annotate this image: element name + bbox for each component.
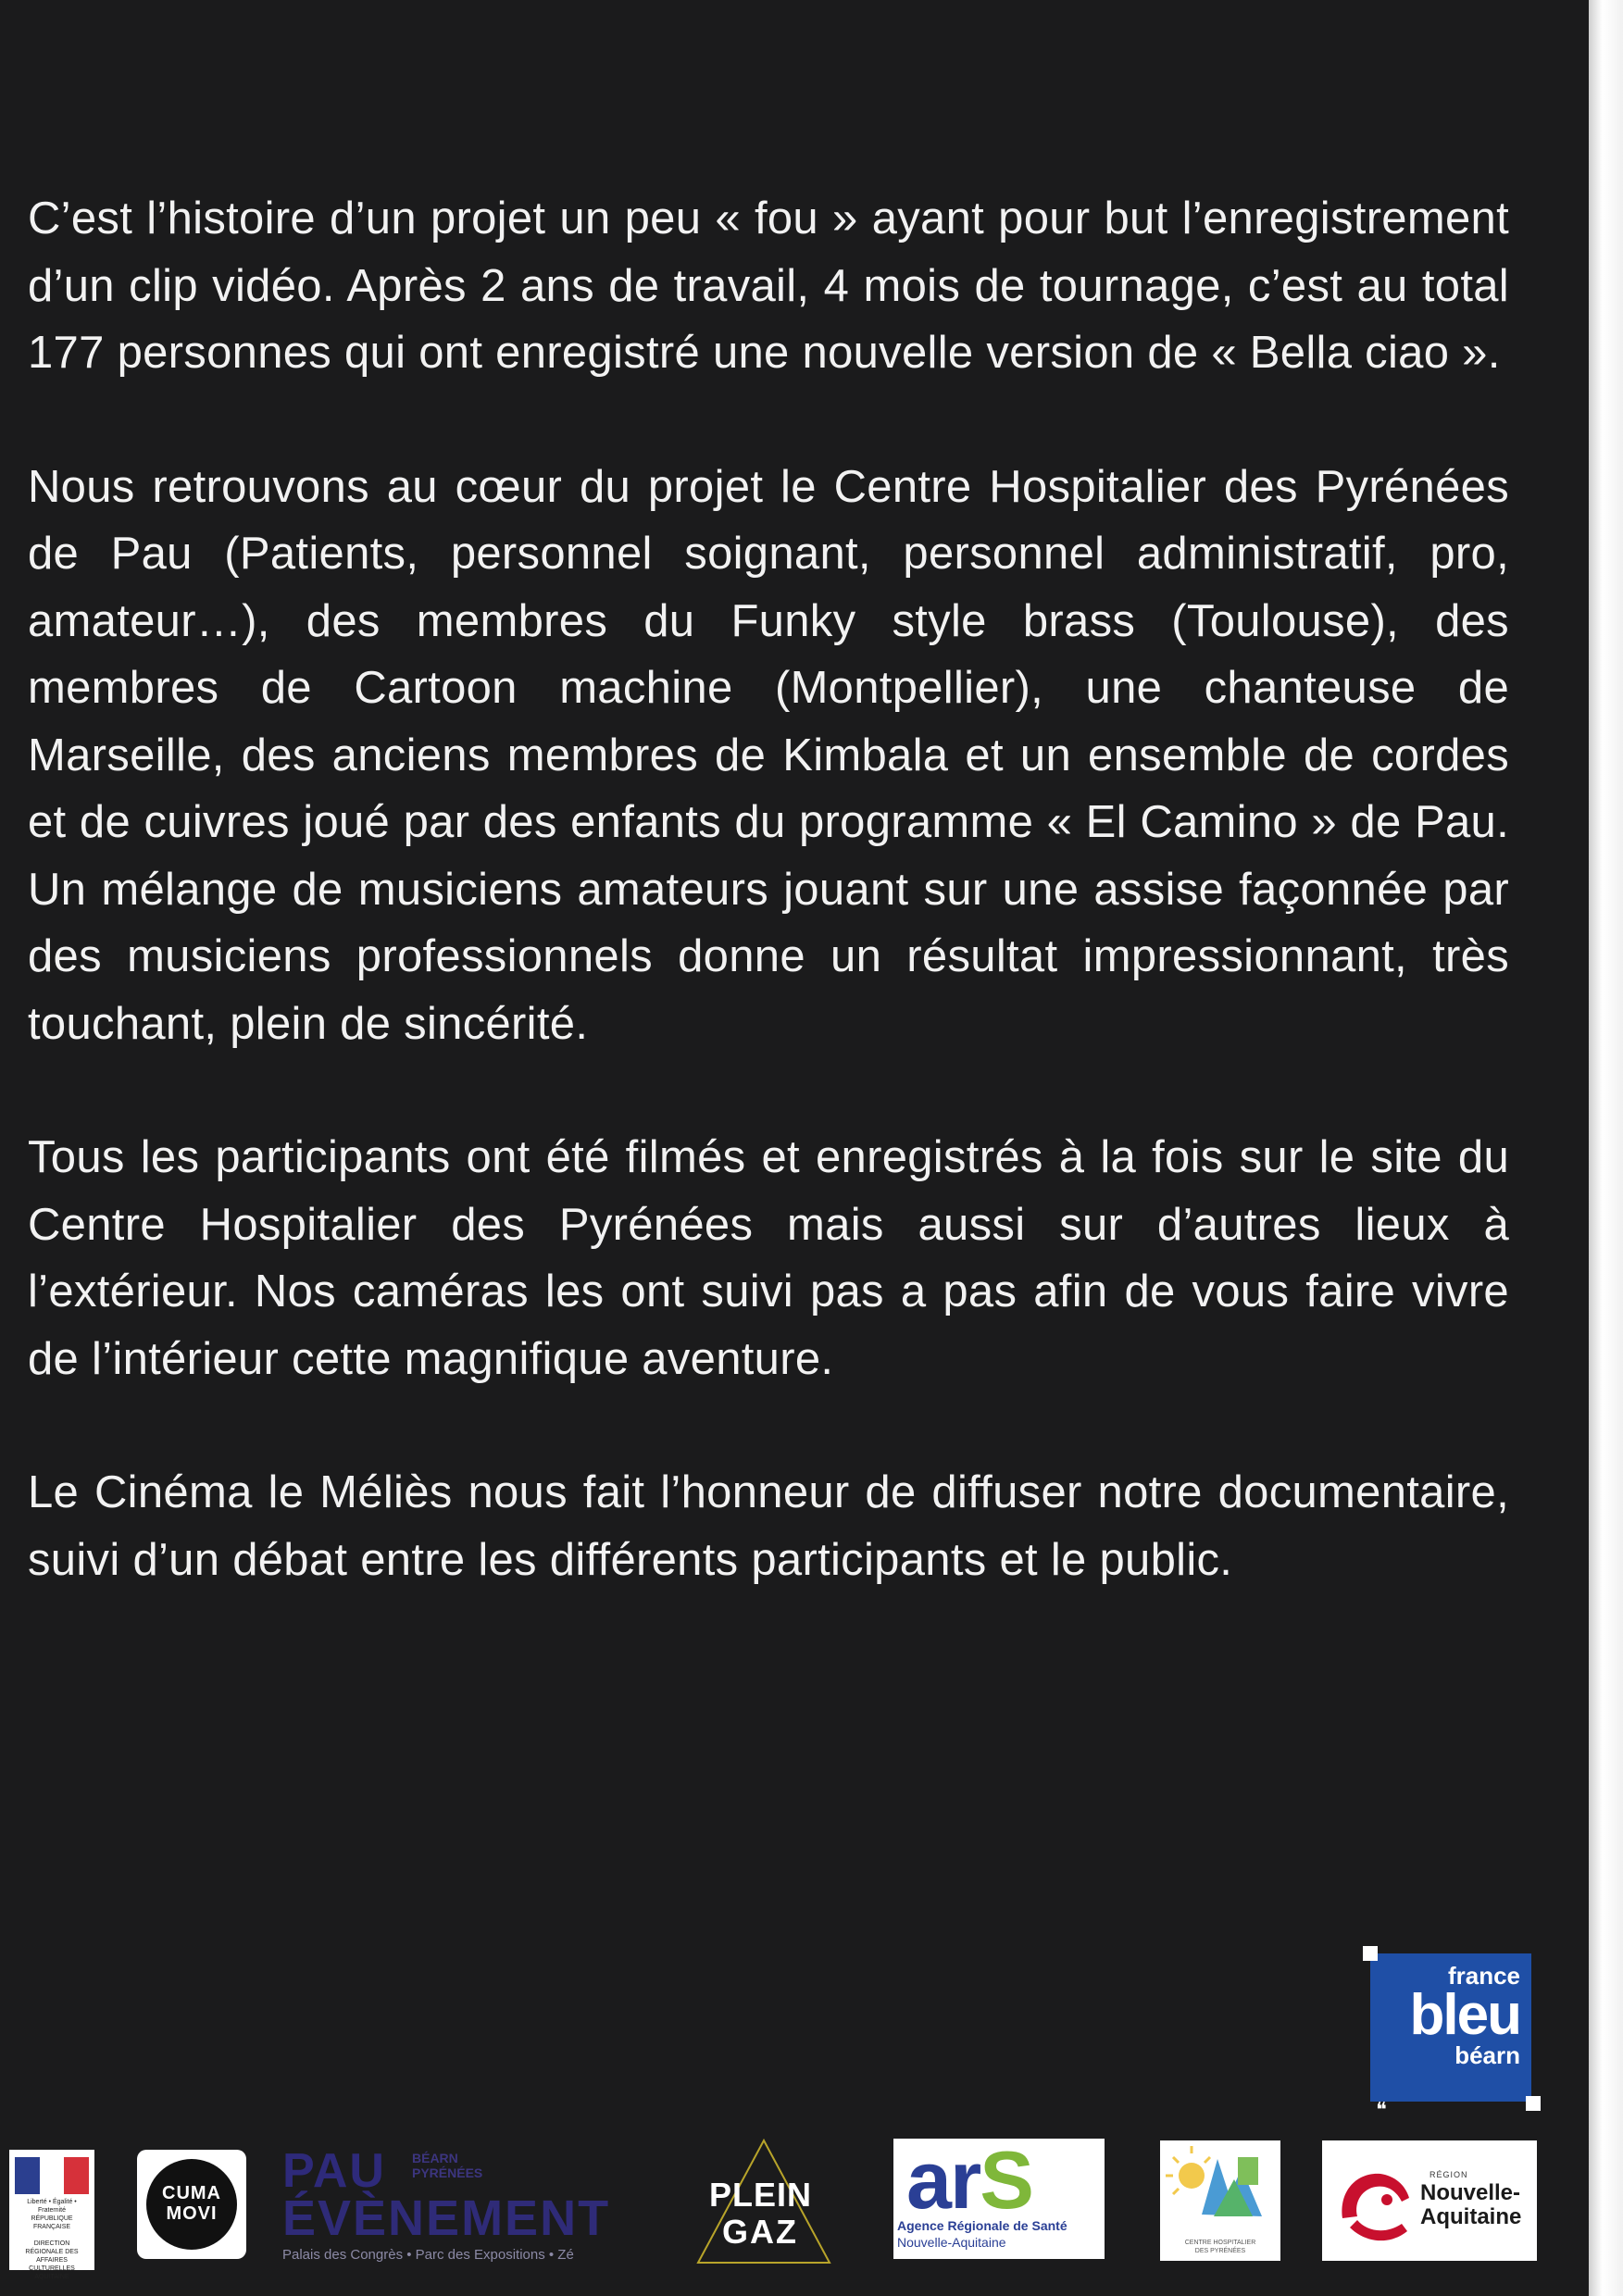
plein-gaz-logo	[694, 2137, 833, 2266]
radio-wave-icon: ❝	[1376, 2098, 1387, 2121]
pau-subtitle: BÉARN PYRÉNÉES	[412, 2151, 483, 2180]
france-bleu-line3: béarn	[1454, 2041, 1520, 2069]
region-label: RÉGION	[1429, 2170, 1468, 2179]
region-nouvelle-aquitaine-logo	[1322, 2140, 1537, 2261]
pau-evenement-logo	[282, 2143, 634, 2273]
france-bleu-line1: france	[1447, 1962, 1520, 1990]
ars-s: S	[980, 2134, 1032, 2226]
drac-aquitaine-logo	[9, 2150, 94, 2280]
body-text	[28, 185, 1509, 1660]
gaz-text: GAZ	[722, 2213, 798, 2251]
movi-text: MOVI	[166, 2203, 218, 2224]
paragraph-4: Le Cinéma le Méliès nous fait l’honneur de diffuser notre documentaire, suivi d’un débat entre les différents participants et le public.	[28, 1467, 1509, 1585]
page-edge	[1589, 0, 1623, 2296]
region-name: Nouvelle- Aquitaine	[1420, 2180, 1522, 2229]
ars-logo	[893, 2134, 1105, 2259]
ars-region-name: Nouvelle-Aquitaine	[897, 2235, 1006, 2250]
chp-emblem-icon	[1160, 2140, 1280, 2233]
logo-corner-mark	[1526, 2096, 1541, 2111]
cuma-text: CUMA	[162, 2183, 221, 2203]
lion-icon	[1330, 2153, 1422, 2255]
pau-event-word: ÉVÈNEMENT	[282, 2190, 611, 2246]
pau-word: PAU	[282, 2144, 386, 2198]
chp-logo	[1160, 2140, 1280, 2261]
cuma-movi-logo	[137, 2150, 246, 2259]
chp-text: CENTRE HOSPITALIER DES PYRÉNÉES	[1184, 2240, 1256, 2254]
drac-text: Liberté • Égalité • Fraternité RÉPUBLIQUE FRANÇAISE DIRECTION RÉGIONALE DES AFFAIRES CULTURELLES AQUITAINE	[25, 2199, 79, 2280]
paragraph-3: Tous les participants ont été filmés et enregistrés à la fois sur le site du Centre Hospitalier des Pyrénées mais aussi sur d’autres lieux à l’extérieur. Nos caméras les ont suivi pas a pas afin de vous faire vivre de l’intérieur cette magnifique aventure.	[28, 1132, 1509, 1384]
ars-ar: ar	[906, 2134, 980, 2226]
ars-letters	[906, 2133, 1032, 2227]
cuma-movi-badge	[146, 2159, 237, 2250]
ars-agency-name: Agence Régionale de Santé	[897, 2218, 1067, 2233]
french-flag-icon	[15, 2157, 89, 2194]
pau-tagline: Palais des Congrès • Parc des Expositions • Zé	[282, 2247, 574, 2263]
france-bleu-logo	[1370, 1953, 1531, 2121]
logo-corner-mark	[1363, 1946, 1378, 1961]
france-bleu-line2: bleu	[1409, 1983, 1520, 2047]
plein-text: PLEIN	[709, 2176, 813, 2214]
paragraph-1: C’est l’histoire d’un projet un peu « fou » ayant pour but l’enregistrement d’un clip vidéo. Après 2 ans de travail, 4 mois de tournage, c’est au total 177 personnes qui ont enregistré une nouvelle version de « Bella ciao ».	[28, 193, 1509, 378]
paragraph-2: Nous retrouvons au cœur du projet le Centre Hospitalier des Pyrénées de Pau (Patients, personnel soignant, personnel administratif, pro, amateur…), des membres du Funky style brass (Toulouse), des membres de Cartoon machine (Montpellier), une chanteuse de Marseille, des anciens membres de Kimbala et un ensemble de cordes et de cuivres joué par des enfants du programme « El Camino » de Pau. Un mélange de musiciens amateurs jouant sur une assise façonnée par des musiciens professionnels donne un résultat impressionnant, très touchant, plein de sincérité.	[28, 461, 1509, 1049]
